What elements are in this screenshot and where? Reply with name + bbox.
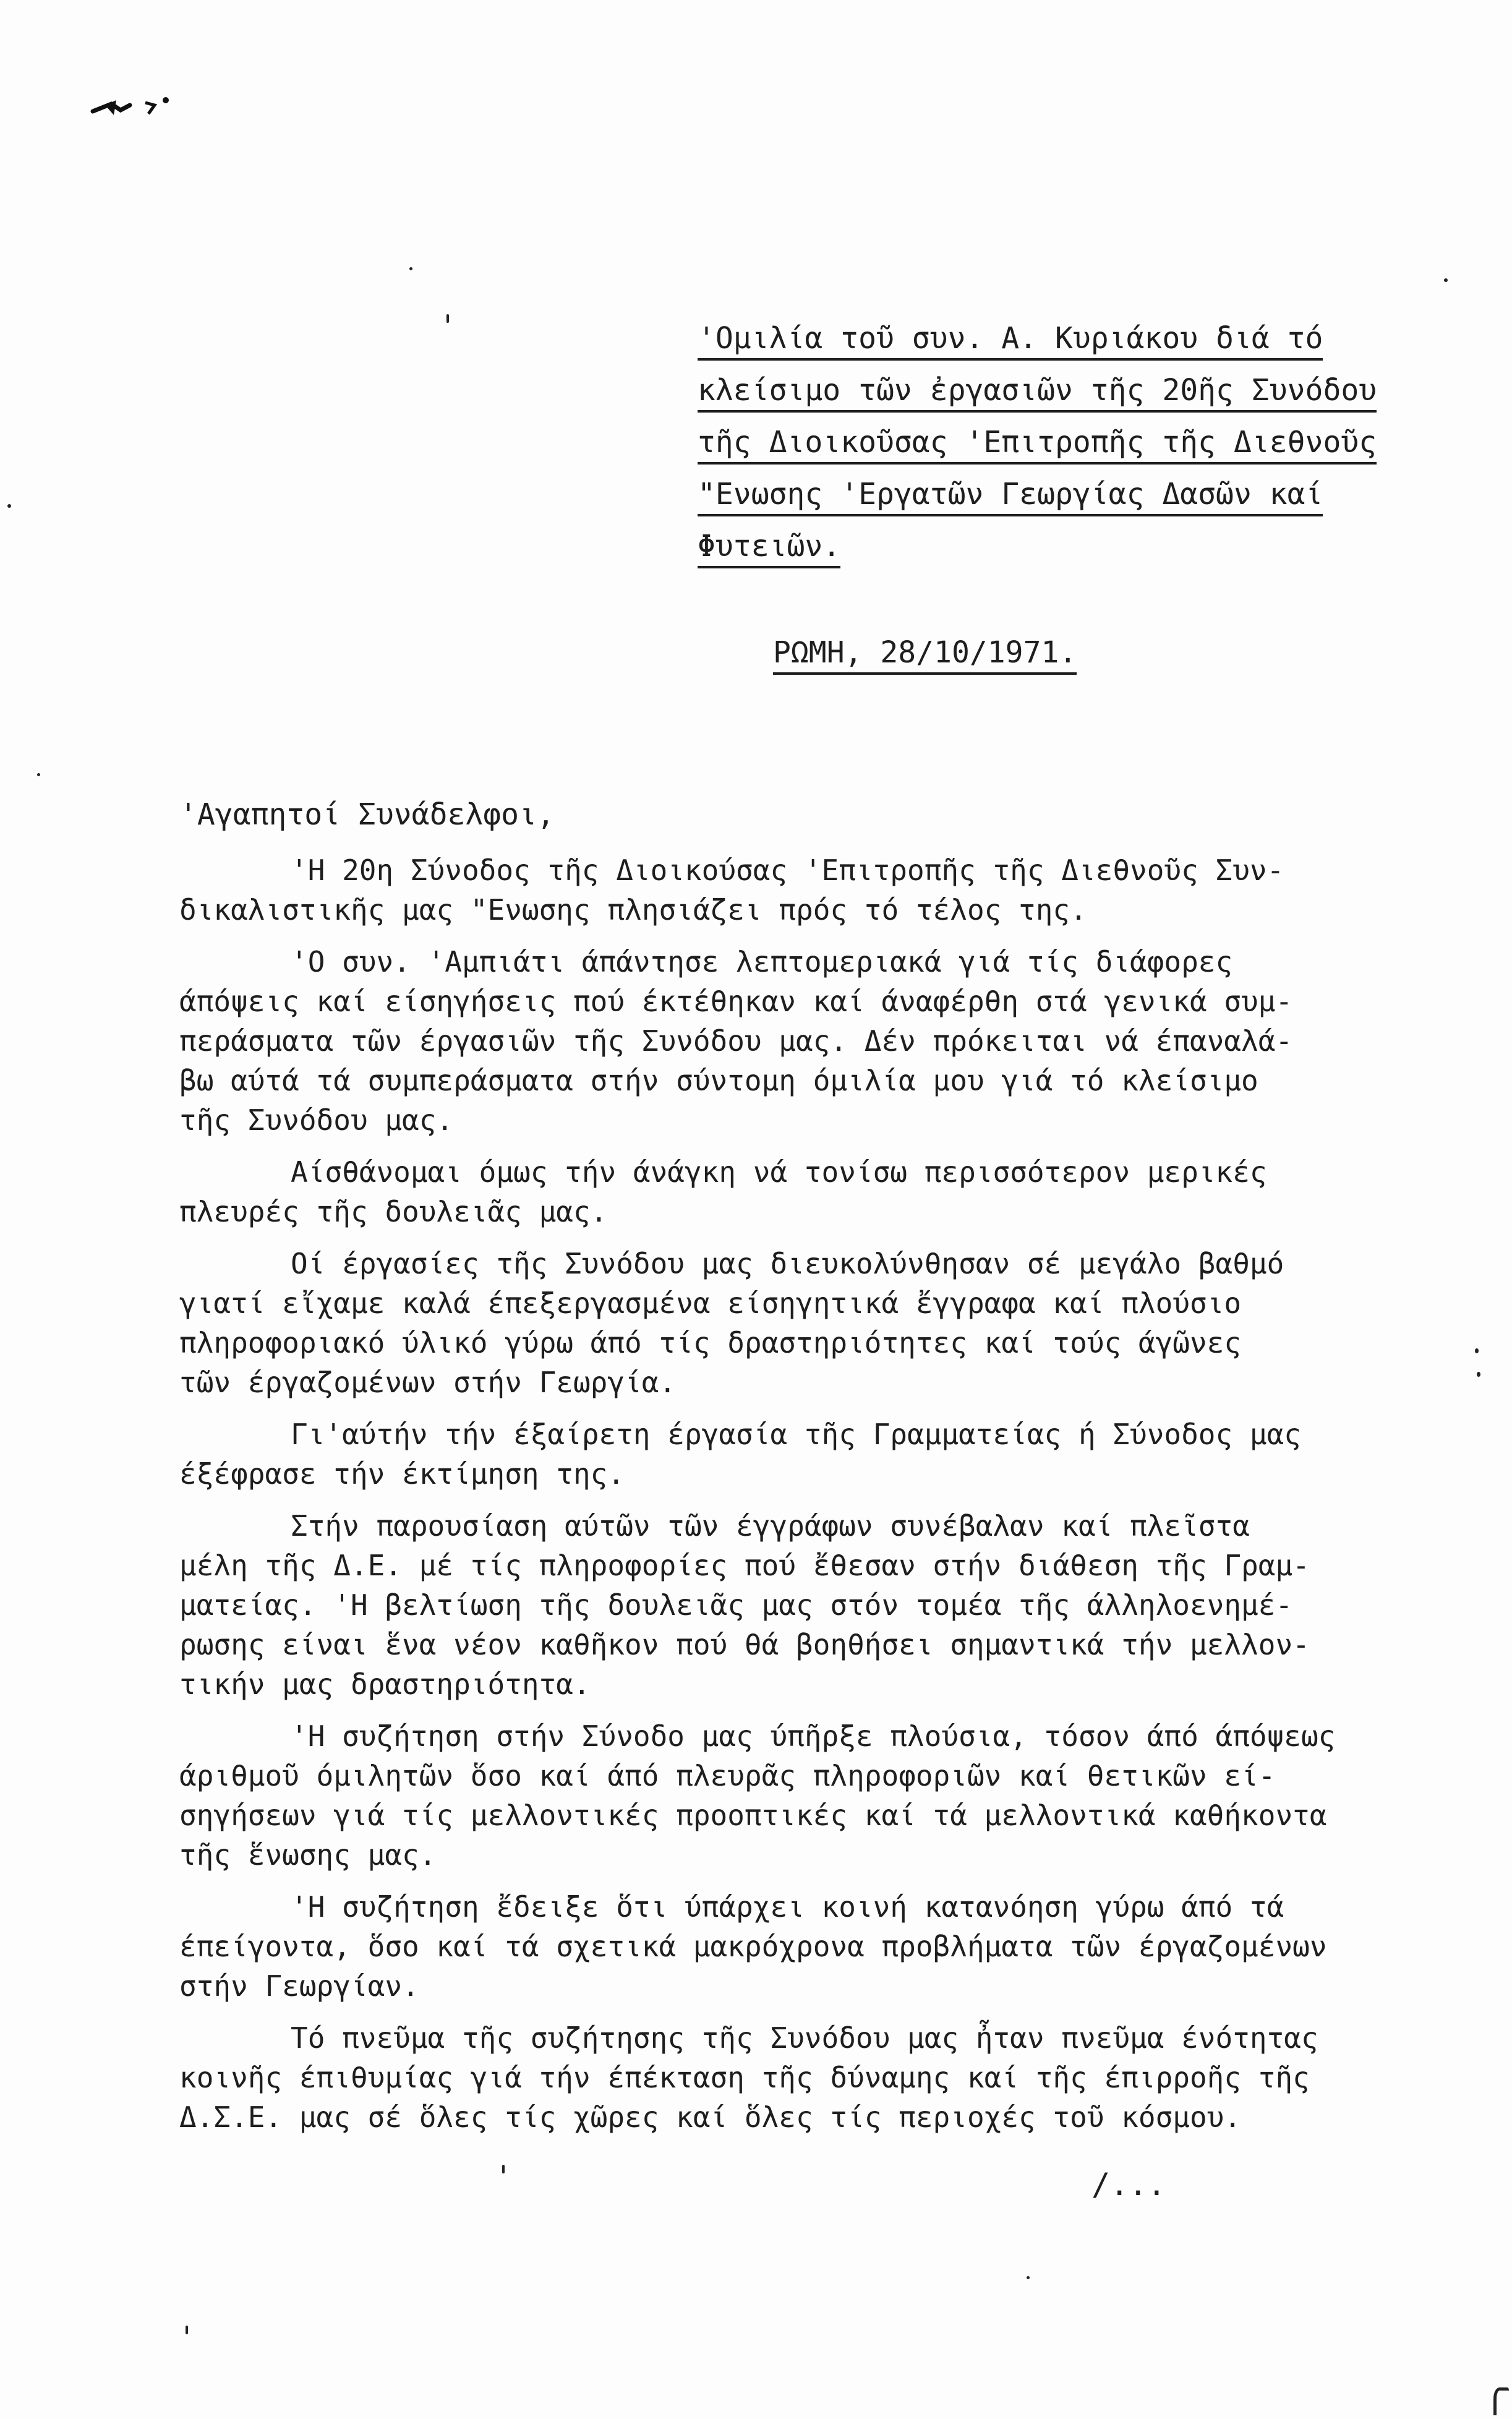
paragraph-line: δικαλιστικῆς μας "Ενωσης πλησιάζει πρός τό τέλος της. — [179, 893, 1087, 927]
scan-speck — [1444, 278, 1448, 282]
paragraph-line: σηγήσεων γιά τίς μελλοντικές προοπτικές καί τά μελλοντικά καθήκοντα — [179, 1799, 1327, 1832]
paragraph-line: 'Η συζήτηση ἔδειξε ὅτι ύπάρχει κοινή κατανόηση γύρω άπό τά — [291, 1890, 1284, 1924]
paragraph — [179, 850, 1416, 930]
paragraph-line: βω αύτά τά συμπεράσματα στήν σύντομη όμιλία μου γιά τό κλείσιμο — [179, 1064, 1258, 1097]
paragraph-line: περάσματα τῶν έργασιῶν τῆς Συνόδου μας. Δέν πρόκειται νά έπαναλά- — [179, 1024, 1293, 1058]
scan-scribble-mark — [87, 87, 179, 130]
scan-speck — [7, 504, 11, 508]
title-line: τῆς Διοικοῦσας 'Επιτροπῆς τῆς Διεθνοῦς — [698, 416, 1415, 468]
paragraph-line: 'Η συζήτηση στήν Σύνοδο μας ύπῆρξε πλούσια, τόσον άπό άπόψεως — [291, 1719, 1336, 1753]
scan-speck — [446, 314, 449, 323]
scan-speck — [37, 773, 40, 776]
paragraph-line: μέλη τῆς Δ.Ε. μέ τίς πληροφορίες πού ἔθεσαν στήν διάθεση τῆς Γραμ- — [179, 1549, 1310, 1582]
title-line: "Ενωσης 'Εργατῶν Γεωργίας Δασῶν καί — [698, 468, 1415, 520]
scan-speck — [409, 267, 412, 270]
paragraph-line: γιατί εἴχαμε καλά έπεξεργασμένα είσηγητικά ἔγγραφα καί πλούσιο — [179, 1287, 1242, 1320]
paragraph-line: τῆς Συνόδου μας. — [179, 1103, 454, 1137]
paragraph-line: στήν Γεωργίαν. — [179, 1969, 419, 2003]
title-line: 'Ομιλία τοῦ συν. Α. Κυριάκου διά τό — [698, 312, 1415, 364]
scan-speck — [1493, 2387, 1509, 2415]
salutation: 'Αγαπητοί Συνάδελφοι, — [179, 797, 555, 832]
paragraph-line: έπείγοντα, ὅσο καί τά σχετικά μακρόχρονα προβλήματα τῶν έργαζομένων — [179, 1930, 1327, 1963]
paragraph-line: πλευρές τῆς δουλειᾶς μας. — [179, 1195, 608, 1228]
scan-speck — [186, 2326, 188, 2334]
paragraph-line: Αίσθάνομαι όμως τήν άνάγκη νά τονίσω περισσότερον μερικές — [291, 1155, 1267, 1189]
paragraph-line: τικήν μας δραστηριότητα. — [179, 1668, 591, 1701]
paragraph-line: Δ.Σ.Ε. μας σέ ὅλες τίς χῶρες καί ὅλες τίς περιοχές τοῦ κόσμου. — [179, 2100, 1242, 2134]
paragraph — [179, 942, 1416, 1140]
paragraph-line: ρωσης είναι ἕνα νέον καθῆκον πού θά βοηθήσει σημαντικά τήν μελλον- — [179, 1628, 1310, 1661]
speech-title-block — [698, 312, 1415, 572]
paragraph — [179, 1244, 1416, 1402]
scan-speck — [502, 2165, 505, 2173]
paragraph-line: ματείας. 'Η βελτίωση τῆς δουλειᾶς μας στόν τομέα τῆς άλληλοενημέ- — [179, 1588, 1293, 1622]
scan-speck — [1477, 1372, 1480, 1377]
paragraph — [179, 1887, 1416, 2006]
paragraph-line: τῆς ἕνωσης μας. — [179, 1838, 437, 1872]
paragraph-line: Στήν παρουσίαση αύτῶν τῶν έγγράφων συνέβαλαν καί πλεῖστα — [291, 1509, 1250, 1543]
paragraph — [179, 1415, 1416, 1494]
paragraph-line: έξέφρασε τήν έκτίμηση της. — [179, 1457, 625, 1491]
title-line: κλείσιμο τῶν ἐργασιῶν τῆς 20ῆς Συνόδου — [698, 364, 1415, 416]
paragraph-line: άριθμοῦ όμιλητῶν ὅσο καί άπό πλευρᾶς πληροφοριῶν καί θετικῶν εί- — [179, 1759, 1276, 1792]
paragraph-line: Γι'αύτήν τήν έξαίρετη έργασία τῆς Γραμματείας ή Σύνοδος μας — [291, 1418, 1301, 1451]
paragraph-line: Οί έργασίες τῆς Συνόδου μας διευκολύνθησαν σέ μεγάλο βαθμό — [291, 1247, 1284, 1280]
paragraph-line: Τό πνεῦμα τῆς συζήτησης τῆς Συνόδου μας ἦταν πνεῦμα ένότητας — [291, 2021, 1318, 2055]
paragraph-line: 'Ο συν. 'Αμπιάτι άπάντησε λεπτομεριακά γιά τίς διάφορες — [291, 945, 1233, 978]
paragraph-line: κοινῆς έπιθυμίας γιά τήν έπέκταση τῆς δύναμης καί τῆς έπιρροῆς τῆς — [179, 2061, 1310, 2094]
paragraph — [179, 1506, 1416, 1704]
title-line: Φυτειῶν. — [698, 520, 1415, 572]
paragraph — [179, 1716, 1416, 1875]
paragraph — [179, 2018, 1416, 2137]
paragraph-line: 'Η 20η Σύνοδος τῆς Διοικούσας 'Επιτροπῆς τῆς Διεθνοῦς Συν- — [291, 854, 1284, 887]
scan-speck — [1027, 2276, 1030, 2279]
paragraph — [179, 1152, 1416, 1231]
paragraph-line: τῶν έργαζομένων στήν Γεωργία. — [179, 1366, 677, 1399]
scan-speck — [1475, 1348, 1479, 1353]
dateline: ΡΩΜΗ, 28/10/1971. — [773, 631, 1077, 674]
continued-marker: /... — [1091, 2167, 1166, 2203]
paragraph-line: πληροφοριακό ύλικό γύρω άπό τίς δραστηριότητες καί τούς άγῶνες — [179, 1326, 1242, 1359]
speech-body — [179, 850, 1416, 2149]
paragraph-line: άπόψεις καί είσηγήσεις πού έκτέθηκαν καί άναφέρθη στά γενικά συμ- — [179, 985, 1293, 1018]
